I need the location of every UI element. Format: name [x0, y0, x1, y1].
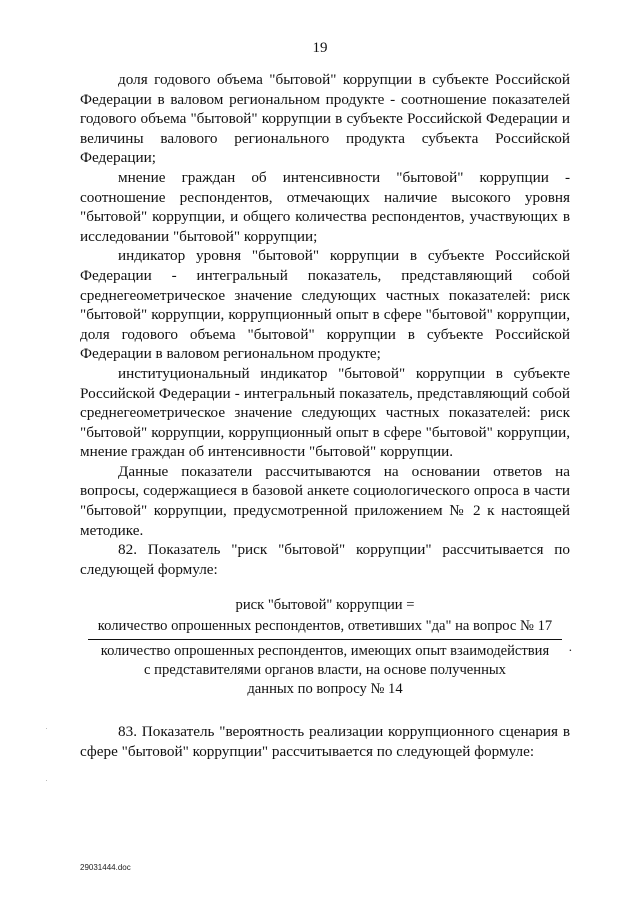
risk-formula: [80, 596, 570, 699]
formula-denominator-line-1: количество опрошенных респондентов, имеющих опыт взаимодействия: [100, 643, 550, 659]
formula-numerator: количество опрошенных респондентов, ответивших "да" на вопрос № 17: [97, 618, 553, 634]
footer-file-name: 29031444.doc: [80, 863, 131, 872]
paragraph-83: 83. Показатель "вероятность реализации коррупционного сценария в сфере "бытовой" коррупции" рассчитывается по следующей формуле:: [80, 723, 570, 760]
paragraph-citizen-opinion: мнение граждан об интенсивности "бытовой" коррупции - соотношение респондентов, отмечающих наличие высокого уровня "бытовой" коррупции, и общего количества респондентов, участвующих в исследовании "бытовой" коррупции;: [80, 168, 570, 245]
formula-lhs: риск "бытовой" коррупции =: [235, 597, 415, 613]
paragraph-share-gdp: доля годового объема "бытовой" коррупции в субъекте Российской Федерации в валовом региональном продукте - соотношение показателей годового объема "бытовой" коррупции в субъекте Российской Федерации и величины валового регионального продукта субъекта Российской Федерации;: [80, 71, 570, 167]
scan-speck: [46, 728, 47, 729]
paragraph-calculation-basis: Данные показатели рассчитываются на основании ответов на вопросы, содержащиеся в базовой анкете социологического опроса в части "бытовой" коррупции, предусмотренной приложением № 2 к настоящей методике.: [80, 462, 570, 539]
paragraph-level-indicator: индикатор уровня "бытовой" коррупции в субъекте Российской Федерации - интегральный показатель, представляющий собой среднегеометрическое значение следующих частных показателей: риск "бытовой" коррупции, коррупционный опыт в сфере "бытовой" коррупции, доля годового объема "бытовой" коррупции в субъекте Российской Федерации в валовом региональном продукте;: [80, 247, 570, 363]
paragraph-institutional-indicator: институциональный индикатор "бытовой" коррупции в субъекте Российской Федерации - интегральный показатель, представляющий собой среднегеометрическое значение следующих частных показателей: риск "бытовой" коррупции, коррупционный опыт в сфере "бытовой" коррупции, мнение граждан об интенсивности "бытовой" коррупции.: [80, 364, 570, 461]
page-number: 19: [312, 40, 328, 56]
formula-denominator: [80, 640, 570, 699]
formula-denominator-line-2: с представителями органов власти, на основе полученных: [144, 662, 506, 678]
scan-speck: [46, 780, 47, 781]
formula-terminator: .: [568, 639, 572, 654]
body-text: [80, 70, 570, 579]
paragraph-82: 82. Показатель "риск "бытовой" коррупции" рассчитывается по следующей формуле:: [80, 541, 570, 578]
paragraph-83-block: [80, 722, 570, 761]
formula-denominator-line-3: данных по вопросу № 14: [247, 681, 403, 697]
